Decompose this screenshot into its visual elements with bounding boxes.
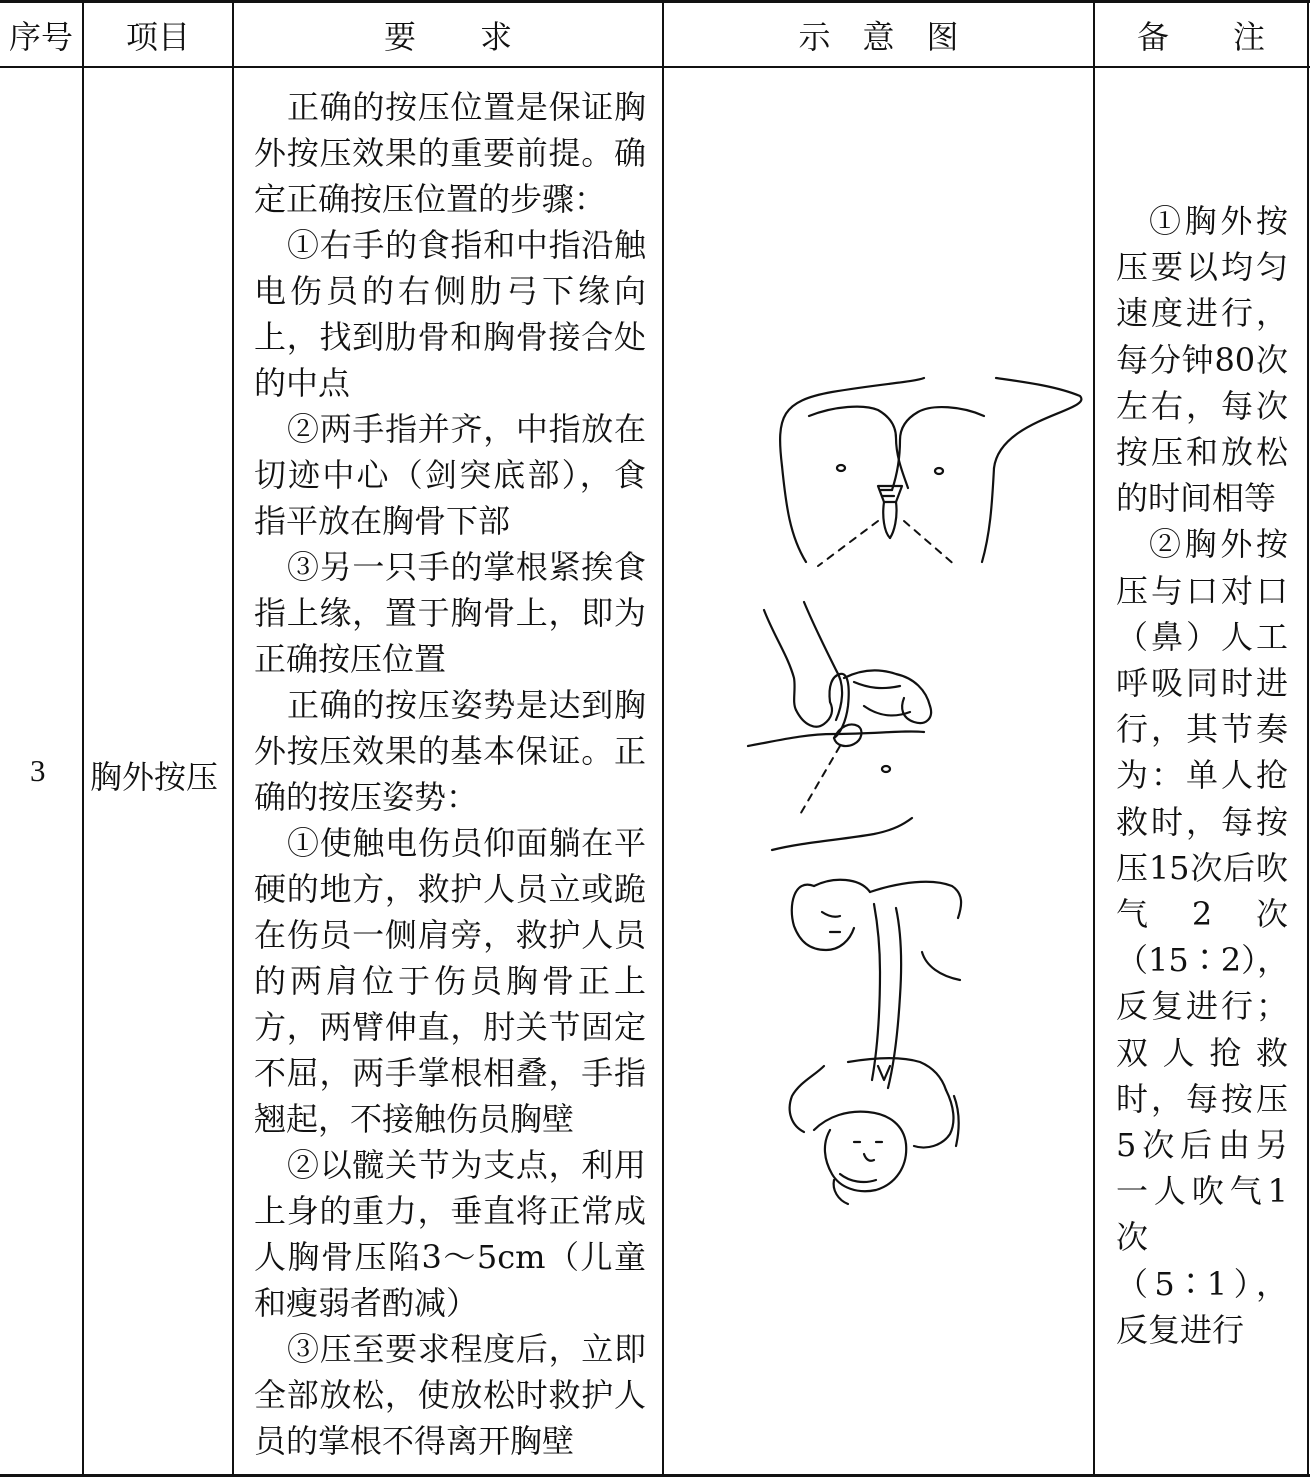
col-divider-4 bbox=[1093, 0, 1095, 1477]
header-item: 项目 bbox=[125, 17, 190, 56]
chest-compression-illustrations bbox=[664, 66, 1092, 1474]
requirement-paragraph: ③压至要求程度后，立即全部放松，使放松时救护人员的掌根不得离开胸壁 bbox=[254, 1330, 646, 1460]
requirement-paragraph: ②以髋关节为支点，利用上身的重力，垂直将正常成人胸骨压陷3～5cm（儿童和瘦弱者酌减） bbox=[254, 1146, 646, 1322]
table-right-border bbox=[1307, 0, 1309, 1477]
requirement-paragraph: ③另一只手的掌根紧挨食指上缘，置于胸骨上，即为正确按压位置 bbox=[254, 548, 646, 678]
row-item: 胸外按压 bbox=[90, 758, 219, 796]
row-number: 3 bbox=[30, 753, 46, 788]
header-diagram: 示 意 图 bbox=[798, 17, 959, 56]
requirement-paragraph: ①右手的食指和中指沿触电伤员的右侧肋弓下缘向上，找到肋骨和胸骨接合处的中点 bbox=[254, 226, 646, 402]
requirement-paragraph: 正确的按压位置是保证胸外按压效果的重要前提。确定正确按压位置的步骤： bbox=[254, 88, 646, 218]
col-divider-1 bbox=[82, 0, 84, 1477]
hands-position-figure bbox=[748, 602, 931, 850]
torso-sternum-figure bbox=[780, 378, 1081, 566]
header-requirements: 要 求 bbox=[383, 17, 512, 56]
col-divider-2 bbox=[232, 0, 234, 1477]
requirement-paragraph: ②两手指并齐，中指放在切迹中心（剑突底部），食指平放在胸骨下部 bbox=[254, 410, 646, 540]
notes-cell bbox=[1116, 198, 1288, 1353]
table-bottom-rule bbox=[0, 1474, 1310, 1477]
requirement-paragraph: 正确的按压姿势是达到胸外按压效果的基本保证。正确的按压姿势： bbox=[254, 686, 646, 816]
note-paragraph: ②胸外按压与口对口（鼻）人工呼吸同时进行，其节奏为：单人抢救时，每按压15次后吹气2次（15∶2），反复进行；双人抢救时，每按压5次后由另一人吹气1次（5∶1），反复进行 bbox=[1116, 525, 1290, 1349]
header-number: 序号 bbox=[8, 17, 73, 56]
header-bottom-rule bbox=[0, 66, 1310, 68]
rescuer-compression-figure bbox=[790, 880, 961, 1204]
requirement-paragraph: ①使触电伤员仰面躺在平硬的地方，救护人员立或跪在伤员一侧肩旁，救护人员的两肩位于伤员胸骨正上方，两臂伸直，肘关节固定不屈，两手掌根相叠，手指翘起，不接触伤员胸壁 bbox=[254, 824, 646, 1138]
note-paragraph: ①胸外按压要以均匀速度进行，每分钟80次左右，每次按压和放松的时间相等 bbox=[1116, 202, 1288, 518]
header-notes: 备 注 bbox=[1136, 17, 1265, 56]
requirements-cell bbox=[254, 84, 646, 1464]
